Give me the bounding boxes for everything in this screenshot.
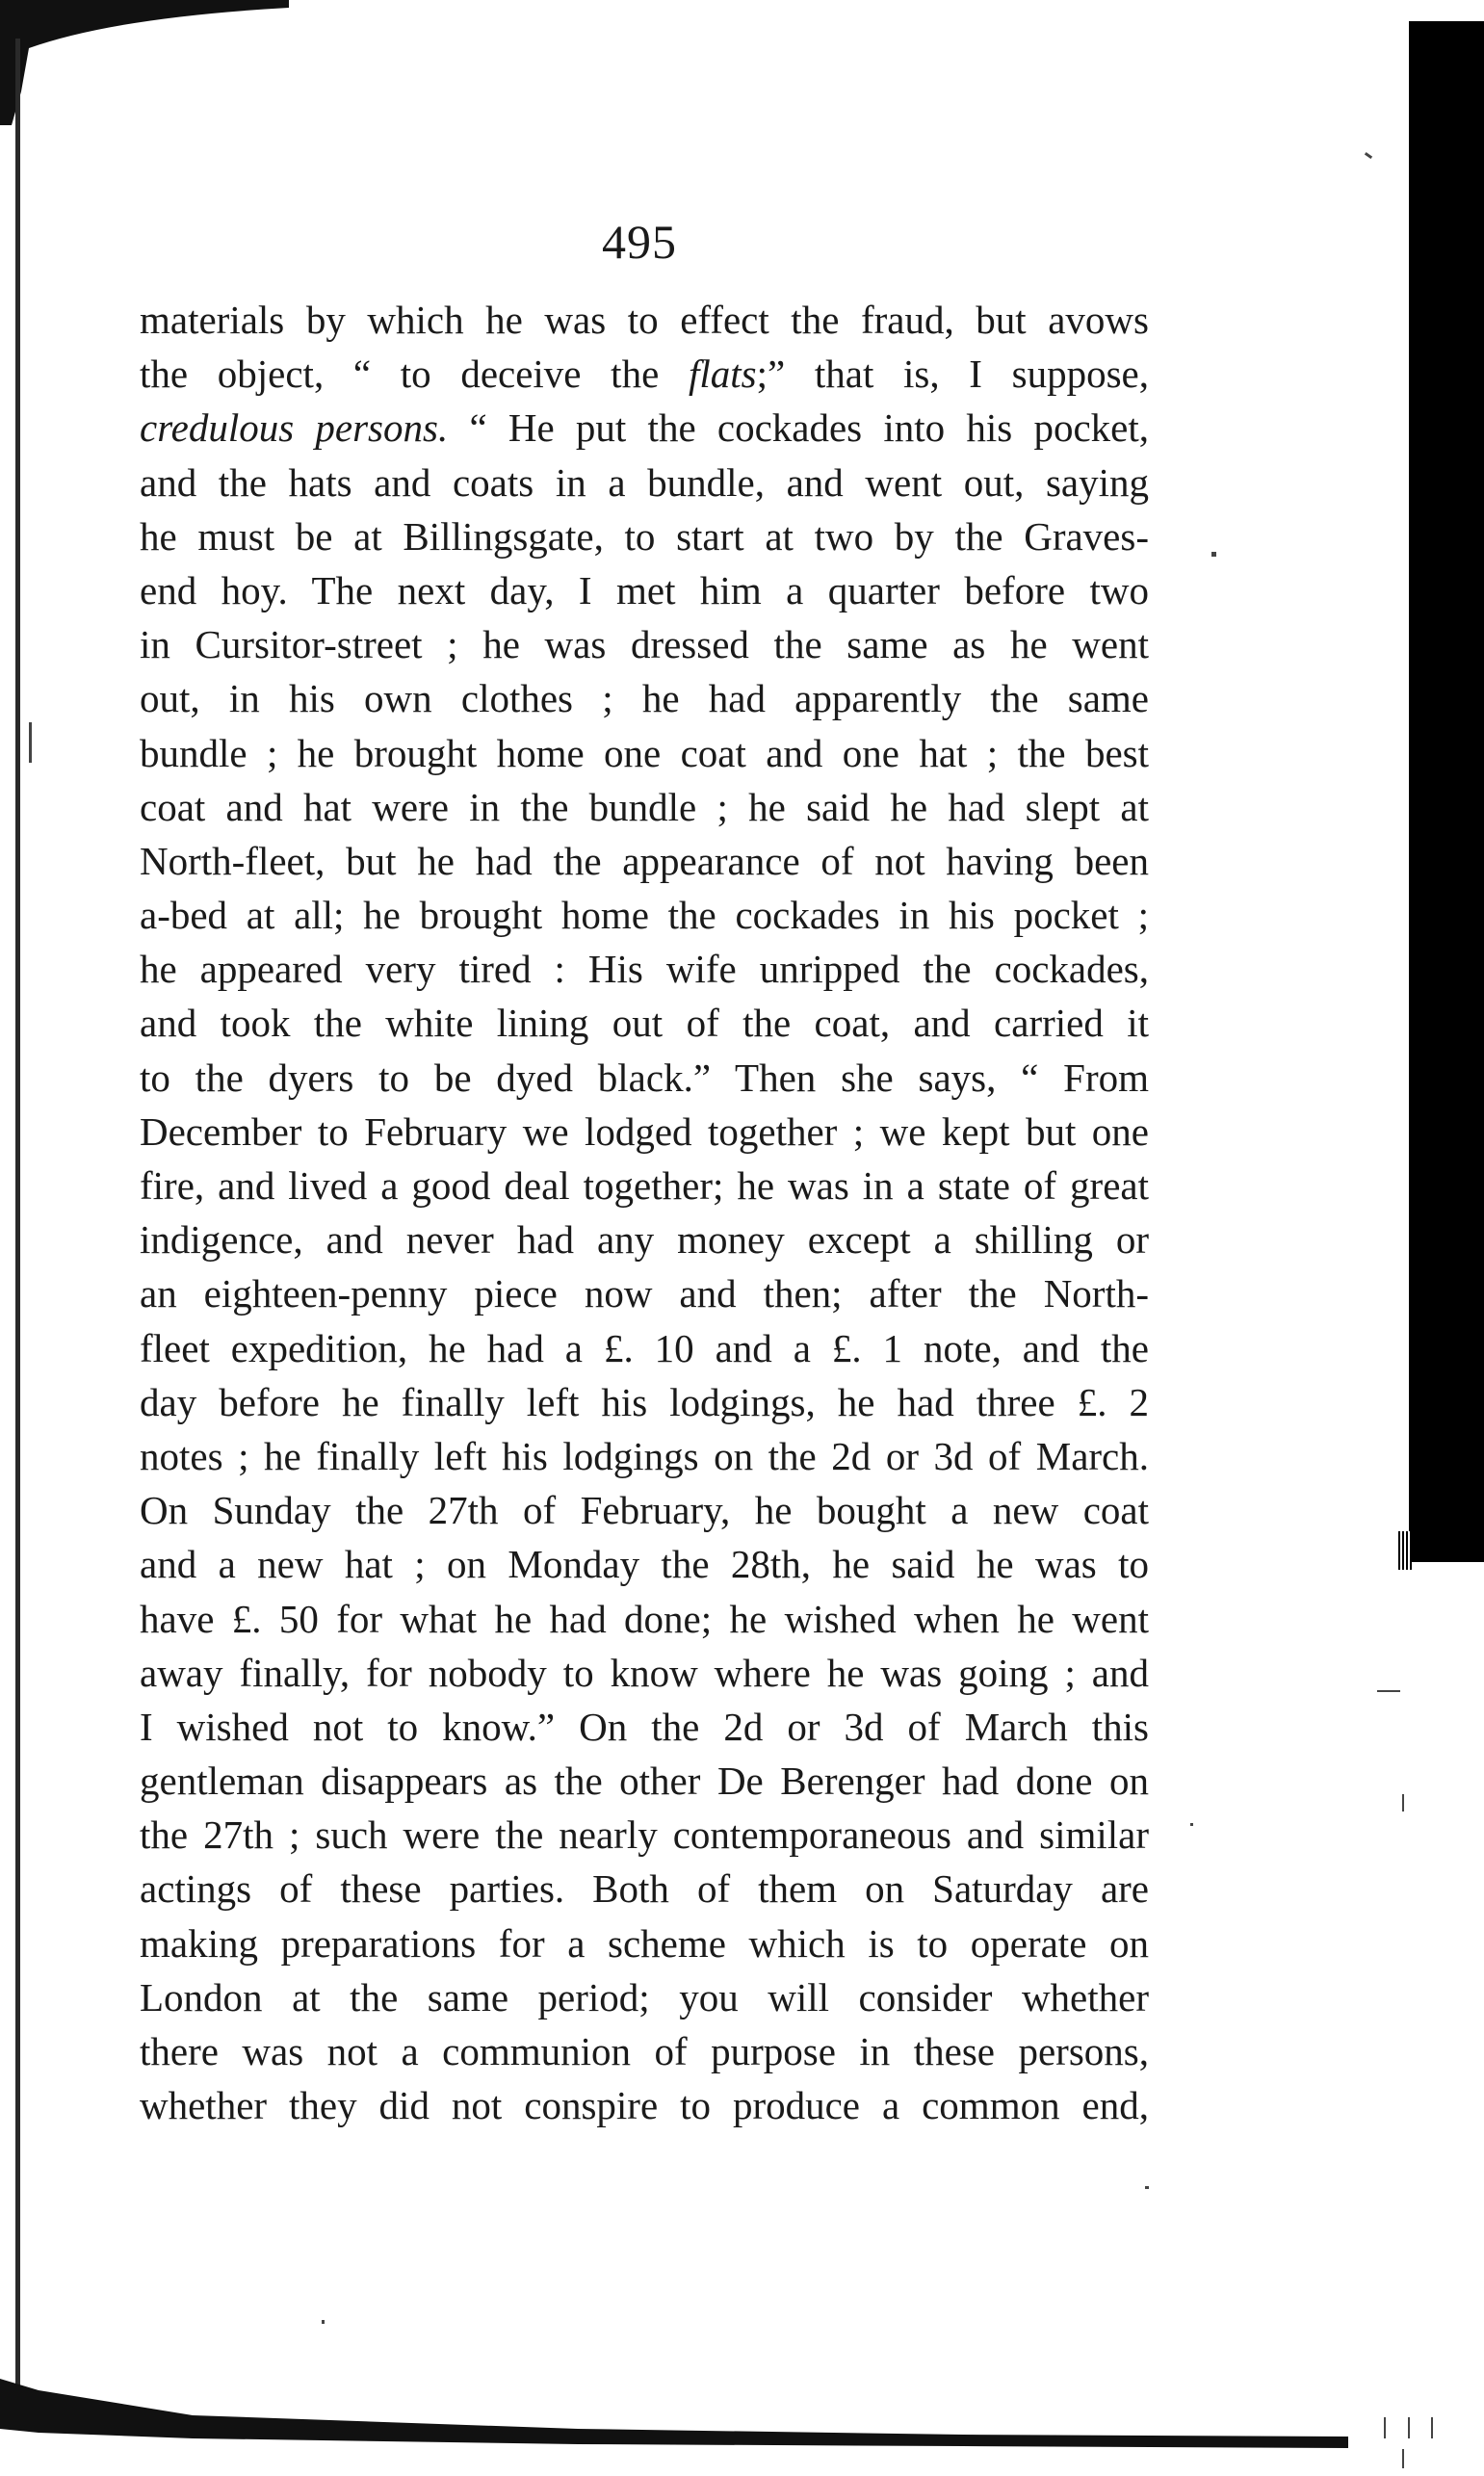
scan-left-edge (15, 39, 20, 2388)
scan-speck (1365, 152, 1372, 159)
text-run: there was not a communion of purpose in these persons, (140, 2029, 1149, 2073)
text-line (140, 509, 1149, 563)
text-line (140, 671, 1149, 725)
scan-right-shadow (1409, 21, 1484, 1562)
text-run: a-bed at all; he brought home the cockades in his pocket ; (140, 893, 1149, 938)
text-run: ;” that is, I suppose, (756, 352, 1149, 397)
text-run: North-fleet, but he had the appearance of not having been (140, 838, 1149, 883)
text-line (140, 1051, 1149, 1105)
text-run: bundle ; he brought home one coat and one hat ; the best (140, 730, 1149, 775)
scan-speck (1377, 1690, 1400, 1692)
text-run: end hoy. The next day, I met him a quarter before two (140, 567, 1149, 612)
text-line (140, 942, 1149, 996)
text-line (140, 1646, 1149, 1700)
text-run: notes ; he finally left his lodgings on the 2d or 3d of March. (140, 1433, 1149, 1478)
text-run: the object, “ to deceive the (140, 352, 689, 397)
text-run: flats (688, 352, 757, 397)
scan-speck (1190, 1823, 1193, 1826)
text-run: I wished not to know.” On the 2d or 3d of March this (140, 1704, 1149, 1749)
scan-speck (1408, 2417, 1410, 2438)
text-run: making preparations for a scheme which is to operate on (140, 1920, 1149, 1966)
text-run: whether they did not conspire to produce a common end, (140, 2083, 1149, 2128)
text-run: December to February we lodged together ; we kept but one (140, 1108, 1149, 1154)
text-line (140, 563, 1149, 617)
scan-speck (1402, 1794, 1404, 1811)
scan-speck (1145, 2186, 1149, 2189)
text-run: gentleman disappears as the other De Berenger had done on (140, 1759, 1149, 1804)
text-line (140, 1754, 1149, 1808)
scan-speck (1402, 2449, 1404, 2468)
text-run: London at the same period; you will consider whether (140, 1974, 1149, 2020)
text-line (140, 1537, 1149, 1591)
text-line (140, 1916, 1149, 1970)
text-line (140, 996, 1149, 1050)
page-number: 495 (602, 215, 677, 269)
text-run: fleet expedition, he had a £. 10 and a £. 1 note, and the (140, 1325, 1149, 1370)
text-run: and a new hat ; on Monday the 28th, he said he was to (140, 1542, 1149, 1587)
text-line (140, 347, 1149, 401)
text-line (140, 834, 1149, 888)
body-text (140, 293, 1149, 2132)
text-run: out, in his own clothes ; he had apparently the same (140, 676, 1149, 721)
text-line (140, 1862, 1149, 1916)
text-run: actings of these parties. Both of them on Saturday are (140, 1866, 1149, 1912)
text-run: indigence, and never had any money except a shilling or (140, 1217, 1149, 1263)
text-line (140, 401, 1149, 455)
text-run: and took the white lining out of the coat, and carried it (140, 1001, 1149, 1046)
text-line (140, 1970, 1149, 2024)
text-line (140, 1483, 1149, 1537)
scan-speck (1384, 2417, 1386, 2438)
text-line (140, 1429, 1149, 1483)
text-run: he must be at Billingsgate, to start at two by the Graves- (140, 513, 1149, 559)
text-line (140, 1808, 1149, 1862)
text-run: an eighteen-penny piece now and then; after the North- (140, 1271, 1149, 1316)
text-line (140, 1105, 1149, 1159)
scan-speck (322, 2320, 325, 2324)
text-run: materials by which he was to effect the fraud, but avows (140, 298, 1149, 342)
text-line (140, 456, 1149, 509)
text-line (140, 888, 1149, 942)
scan-bottom-edge (0, 2369, 1348, 2465)
text-run: he appeared very tired : His wife unripped the cockades, (140, 947, 1149, 992)
scan-speck (1211, 552, 1216, 557)
text-line (140, 1212, 1149, 1266)
text-run: “ He put the cockades into his pocket, (448, 405, 1149, 451)
text-run: credulous persons. (140, 405, 449, 451)
text-line (140, 1375, 1149, 1429)
text-line (140, 2078, 1149, 2132)
text-run: fire, and lived a good deal together; he was in a state of great (140, 1163, 1149, 1208)
text-line (140, 1700, 1149, 1754)
text-run: and the hats and coats in a bundle, and went out, saying (140, 459, 1149, 505)
text-run: day before he finally left his lodgings, he had three £. 2 (140, 1379, 1149, 1424)
scan-right-fringe (1398, 1531, 1412, 1570)
scan-left-mark (29, 722, 32, 763)
text-run: in Cursitor-street ; he was dressed the same as he went (140, 622, 1149, 667)
text-run: On Sunday the 27th of February, he bought a new coat (140, 1488, 1149, 1533)
text-line (140, 1159, 1149, 1212)
text-line (140, 780, 1149, 834)
text-run: to the dyers to be dyed black.” Then she says, “ From (140, 1055, 1149, 1100)
text-run: the 27th ; such were the nearly contemporaneous and similar (140, 1812, 1149, 1858)
text-line (140, 1321, 1149, 1375)
text-line (140, 617, 1149, 671)
text-run: coat and hat were in the bundle ; he said he had slept at (140, 784, 1149, 829)
text-line (140, 293, 1149, 347)
text-line (140, 2024, 1149, 2078)
scan-corner-artifact (0, 0, 289, 173)
text-run: have £. 50 for what he had done; he wished when he went (140, 1596, 1149, 1641)
text-line (140, 726, 1149, 780)
text-line (140, 1266, 1149, 1320)
text-line (140, 1592, 1149, 1646)
scan-speck (1431, 2417, 1433, 2438)
text-run: away finally, for nobody to know where he was going ; and (140, 1650, 1149, 1695)
